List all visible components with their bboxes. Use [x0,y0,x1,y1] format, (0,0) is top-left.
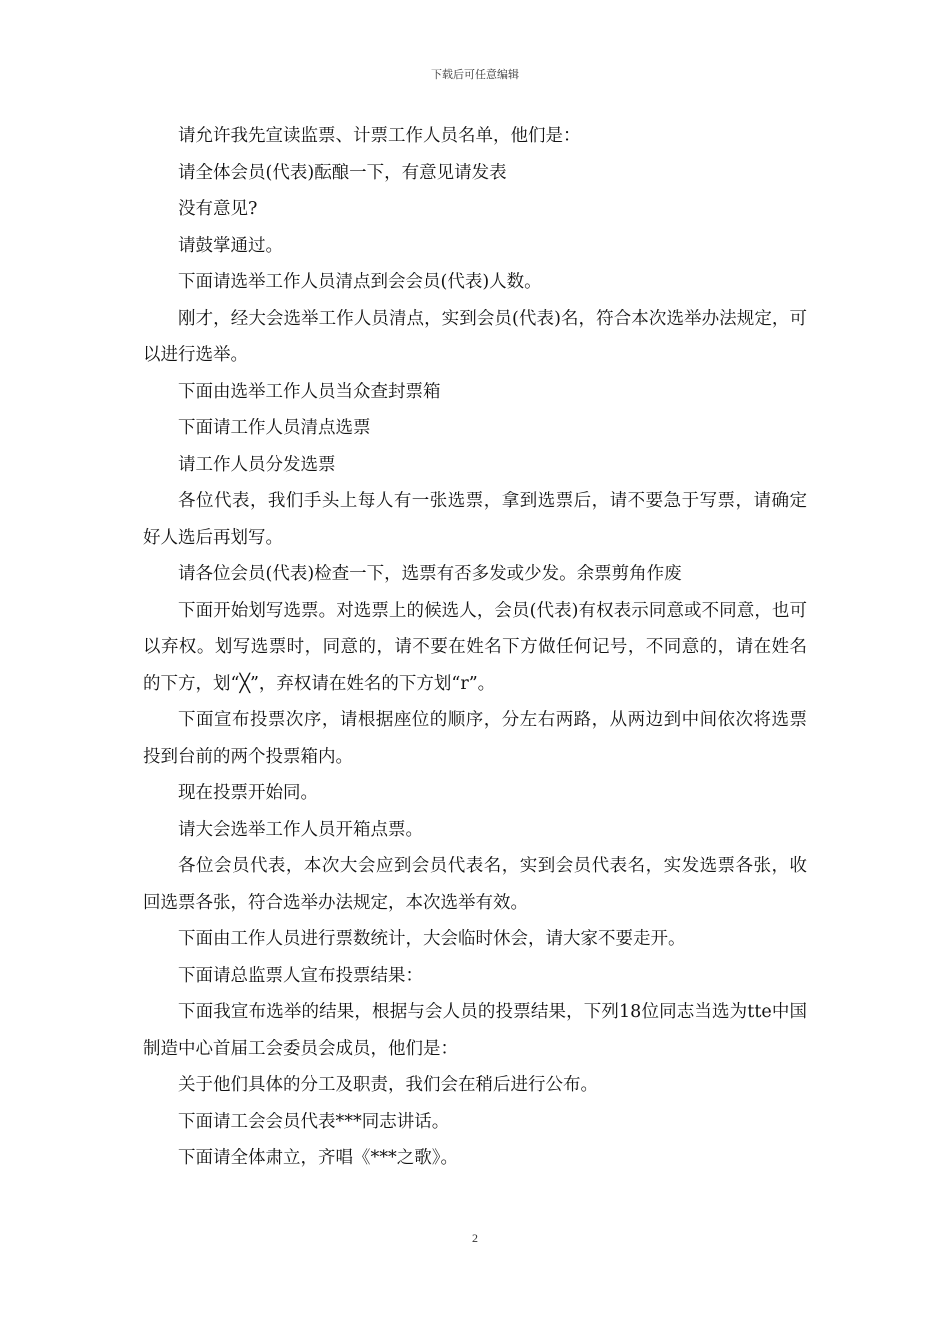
paragraph: 请工作人员分发选票 [178,454,336,475]
paragraph: 关于他们具体的分工及职责，我们会在稍后进行公布。 [178,1075,598,1095]
paragraph: 下面由选举工作人员当众查封票箱 [178,381,441,402]
paragraph: 下面宣布投票次序，请根据座位的顺序，分左右两路，从两边到中间依次将选票投到台前的两个投票箱内。 [143,710,807,767]
paragraph: 下面请总监票人宣布投票结果： [178,965,423,986]
paragraph: 下面请全体肃立，齐唱《***之歌》。 [178,1148,458,1168]
paragraph: 各位代表，我们手头上每人有一张选票，拿到选票后，请不要急于写票，请确定好人选后再划写。 [143,491,807,548]
paragraph: 下面我宣布选举的结果，根据与会人员的投票结果，下列18位同志当选为tte中国制造中心首届工会委员会成员，他们是： [143,1002,807,1059]
paragraph: 请各位会员(代表)检查一下，选票有否多发或少发。余票剪角作废 [178,564,682,584]
paragraph: 各位会员代表，本次大会应到会员代表名，实到会员代表名，实发选票各张，收回选票各张，符合选举办法规定，本次选举有效。 [143,856,807,913]
page-header: 下载后可任意编辑 [431,68,519,81]
page-number: 2 [472,1231,478,1245]
paragraph: 请大会选举工作人员开箱点票。 [178,819,423,840]
paragraph: 下面由工作人员进行票数统计，大会临时休会，请大家不要走开。 [178,929,686,949]
paragraph: 请鼓掌通过。 [178,235,283,256]
paragraph: 下面请工作人员清点选票 [178,418,371,438]
paragraph: 请允许我先宣读监票、计票工作人员名单，他们是： [178,126,581,146]
paragraph: 请全体会员(代表)酝酿一下，有意见请发表 [178,162,507,183]
paragraph: 没有意见? [178,199,258,219]
paragraph: 刚才，经大会选举工作人员清点，实到会员(代表)名，符合本次选举办法规定，可以进行选举。 [143,308,807,365]
paragraph: 下面请选举工作人员清点到会会员(代表)人数。 [178,272,542,292]
document-body [143,118,807,1177]
paragraph: 下面开始划写选票。对选票上的候选人，会员(代表)有权表示同意或不同意，也可以弃权。划写选票时，同意的，请不要在姓名下方做任何记号，不同意的，请在姓名的下方，划“╳”，弃权请在姓名的下方划“r”。 [143,600,807,694]
paragraph: 现在投票开始同。 [178,783,318,803]
paragraph: 下面请工会会员代表***同志讲话。 [178,1111,450,1132]
